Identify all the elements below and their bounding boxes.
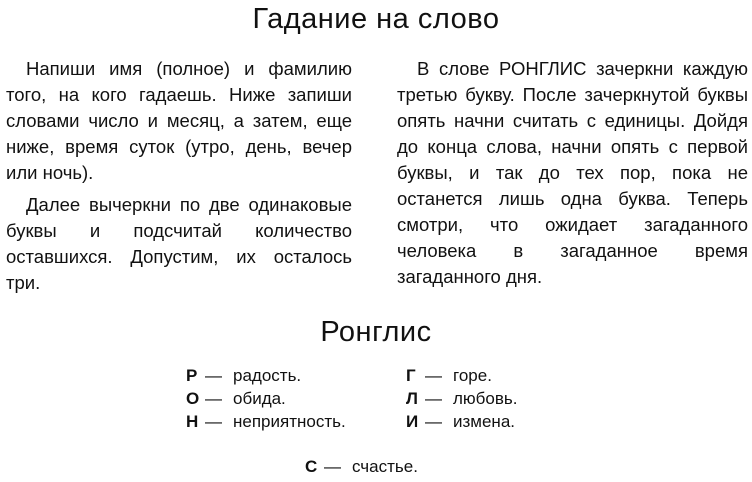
right-paragraph-1: В слове РОНГЛИС зачеркни каждую третью букву. После зачеркнутой буквы опять начни считать с единицы. Дойдя до конца слова, начни опять с первой буквы, и так до тех пор, пока не останется лишь одна буква. Теперь смотри, что ожидает загаданного человека в загаданное время загаданного дня.	[397, 58, 748, 287]
legend-dash: —	[324, 457, 341, 476]
legend-item-s	[305, 455, 418, 478]
legend-meaning: обида.	[233, 389, 286, 408]
legend-item-n	[186, 410, 346, 433]
legend-meaning: радость.	[233, 366, 302, 385]
page-title: Гадание на слово	[252, 3, 500, 35]
right-column	[397, 56, 748, 296]
legend-letter: О	[186, 389, 200, 408]
legend-dash: —	[425, 389, 442, 408]
legend-letter: С	[305, 457, 318, 476]
legend-letter: Г	[406, 366, 416, 385]
legend-item-g	[406, 364, 517, 387]
legend-letter: Р	[186, 366, 198, 385]
legend-dash: —	[205, 412, 222, 431]
legend-item-i	[406, 410, 517, 433]
legend-left	[186, 364, 346, 433]
left-column	[6, 56, 352, 302]
legend-item-l	[406, 387, 517, 410]
legend-meaning: неприятность.	[233, 412, 346, 431]
legend-meaning: измена.	[453, 412, 515, 431]
legend-item-o	[186, 387, 346, 410]
legend-right	[406, 364, 517, 433]
legend-meaning: любовь.	[453, 389, 518, 408]
legend-dash: —	[205, 389, 222, 408]
legend-letter: И	[406, 412, 419, 431]
legend-letter: Л	[406, 389, 418, 408]
left-paragraph-2: Далее вычеркни по две одинаковые буквы и подсчитай количество оставшихся. Допустим, их осталось три.	[6, 194, 352, 293]
legend-meaning: счастье.	[352, 457, 418, 476]
legend-dash: —	[425, 412, 442, 431]
section-title: Ронглис	[320, 316, 432, 348]
legend-dash: —	[425, 366, 442, 385]
legend-letter: Н	[186, 412, 199, 431]
legend-item-r	[186, 364, 346, 387]
legend-meaning: горе.	[453, 366, 492, 385]
legend-dash: —	[205, 366, 222, 385]
left-paragraph-1: Напиши имя (полное) и фамилию того, на кого гадаешь. Ниже запиши словами число и месяц, а затем, еще ниже, время суток (утро, день, вечер или ночь).	[6, 58, 352, 183]
